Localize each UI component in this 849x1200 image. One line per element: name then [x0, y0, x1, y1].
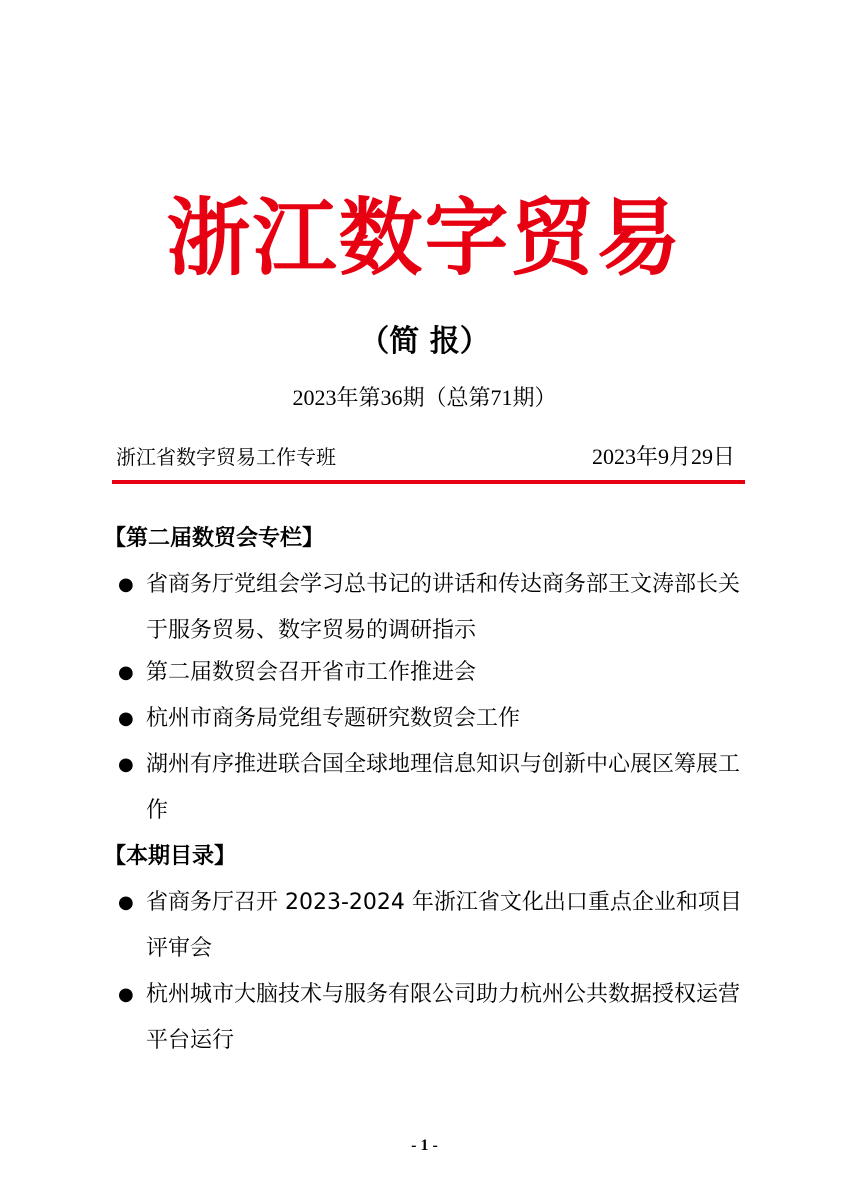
list-item: [118, 880, 748, 972]
list-item-text: 第二届数贸会召开省市工作推进会: [146, 660, 477, 685]
section-heading-expo: 【第二届数贸会专栏】: [104, 526, 325, 551]
red-divider: [112, 480, 745, 484]
list-item-text: 湖州有序推进联合国全球地理信息知识与创新中心展区筹展工作: [146, 752, 741, 823]
list-item-text: 杭州城市大脑技术与服务有限公司助力杭州公共数据授权运营平台运行: [146, 982, 741, 1053]
bullet-icon: ●: [118, 754, 134, 775]
section-heading-contents: 【本期目录】: [104, 844, 237, 869]
issue-number: 2023年第36期（总第71期）: [292, 385, 557, 410]
list-item-text: 杭州市商务局党组专题研究数贸会工作: [146, 706, 521, 731]
newsletter-title: 浙江数字贸易: [166, 188, 683, 287]
newsletter-subtitle: （简 报）: [359, 324, 490, 359]
bullet-icon: ●: [118, 708, 134, 729]
page-number: - 1 -: [411, 1137, 438, 1154]
list-item: [118, 742, 748, 834]
list-item: [118, 972, 748, 1064]
list-item-text: 省商务厅党组会学习总书记的讲话和传达商务部王文涛部长关于服务贸易、数字贸易的调研指示: [146, 572, 741, 643]
publisher: 浙江省数字贸易工作专班: [116, 445, 336, 469]
bullet-icon: ●: [118, 984, 134, 1005]
list-item-text: 省商务厅召开 2023-2024 年浙江省文化出口重点企业和项目评审会: [146, 890, 742, 961]
list-item: [118, 696, 748, 742]
publish-date: 2023年9月29日: [591, 444, 735, 469]
list-item: [118, 650, 748, 696]
bullet-icon: ●: [118, 574, 134, 595]
bullet-icon: ●: [118, 892, 134, 913]
list-item: [118, 562, 748, 654]
bullet-icon: ●: [118, 662, 134, 683]
